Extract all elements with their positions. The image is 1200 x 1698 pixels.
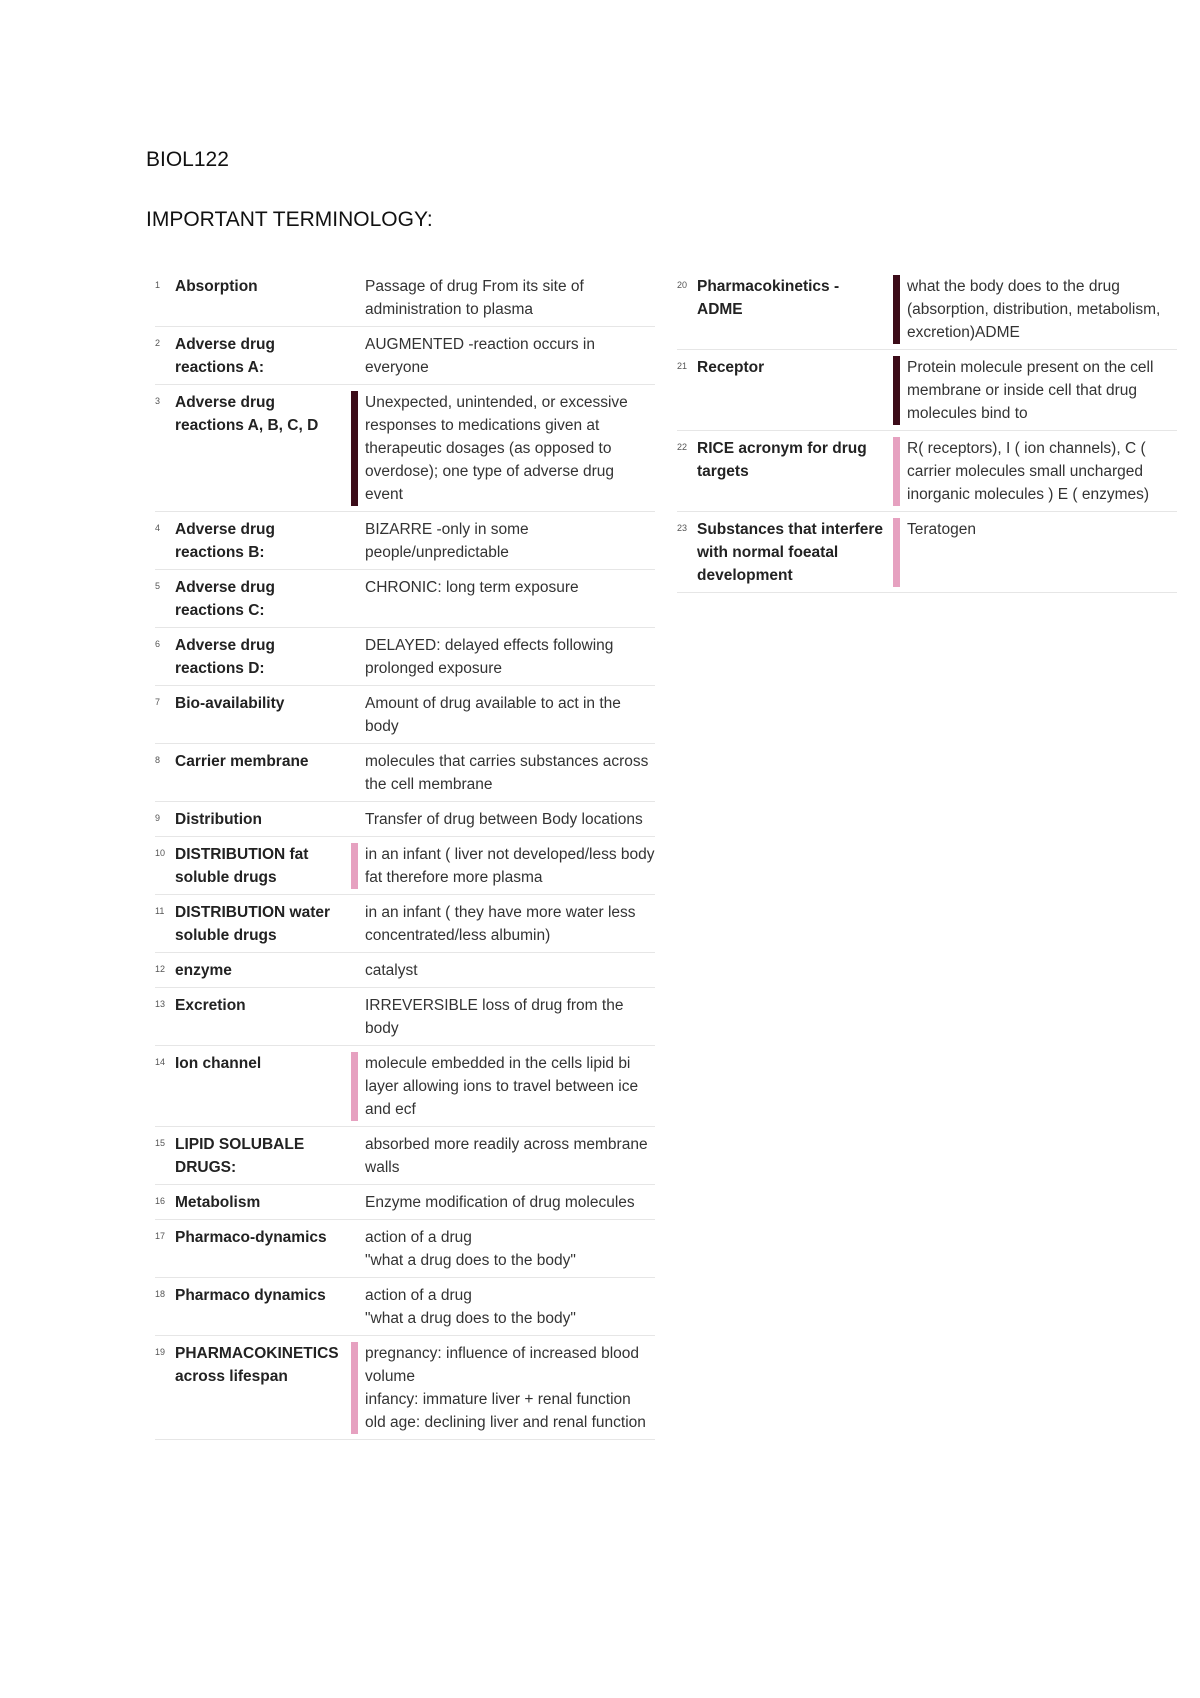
highlight-bar [351,959,358,982]
term-row [155,1185,655,1220]
page-heading: IMPORTANT TERMINOLOGY: [146,208,433,231]
term-name: Excretion [175,997,246,1014]
term-definition: Amount of drug available to act in the body [365,695,621,735]
term-definition: pregnancy: influence of increased blood volume infancy: immature liver + renal function old age: declining liver and renal function [365,1345,646,1431]
row-number: 10 [155,848,166,858]
term-name: Absorption [175,278,258,295]
row-number: 16 [155,1196,166,1206]
highlight-bar [351,576,358,622]
term-row [155,802,655,837]
term-row [155,570,655,628]
term-row [677,350,1177,431]
term-row [155,895,655,953]
highlight-bar [893,356,900,425]
highlight-bar [351,275,358,321]
row-number: 12 [155,964,166,974]
highlight-bar [351,333,358,379]
term-definition: catalyst [365,962,418,979]
highlight-bar [351,901,358,947]
term-definition: action of a drug "what a drug does to the body" [365,1229,576,1269]
course-code: BIOL122 [146,148,229,171]
term-name: DISTRIBUTION water soluble drugs [175,904,331,944]
term-row [155,1220,655,1278]
term-name: RICE acronym for drug targets [697,440,867,480]
term-row [155,686,655,744]
term-row [155,385,655,512]
term-definition: R( receptors), I ( ion channels), C ( carrier molecules small uncharged inorganic molecules ) E ( enzymes) [907,440,1150,503]
term-name: Adverse drug reactions A: [175,336,275,376]
term-definition: Unexpected, unintended, or excessive responses to medications given at therapeutic dosages (as opposed to overdose); one type of adverse drug event [365,394,628,503]
highlight-bar [893,437,900,506]
row-number: 7 [155,697,161,707]
row-number: 2 [155,338,161,348]
highlight-bar [351,391,358,506]
row-number: 8 [155,755,161,765]
row-number: 20 [677,280,688,290]
terminology-table-left [155,269,655,1440]
highlight-bar [351,750,358,796]
term-row [155,1336,655,1440]
term-name: Adverse drug reactions C: [175,579,275,619]
term-name: enzyme [175,962,232,979]
highlight-bar [351,1133,358,1179]
term-name: DISTRIBUTION fat soluble drugs [175,846,309,886]
term-row [155,512,655,570]
term-name: Substances that interfere with normal foeatal development [697,521,884,584]
term-definition: CHRONIC: long term exposure [365,579,579,596]
term-row [155,327,655,385]
term-definition: what the body does to the drug (absorption, distribution, metabolism, excretion)ADME [907,278,1161,341]
term-definition: molecule embedded in the cells lipid bi layer allowing ions to travel between ice and ecf [365,1055,639,1118]
term-row [155,628,655,686]
term-definition: BIZARRE -only in some people/unpredictable [365,521,529,561]
term-row [677,269,1177,350]
highlight-bar [351,518,358,564]
term-definition: in an infant ( liver not developed/less body fat therefore more plasma [365,846,655,886]
highlight-bar [351,1191,358,1214]
term-name: Adverse drug reactions A, B, C, D [175,394,319,434]
term-name: Adverse drug reactions B: [175,521,275,561]
term-name: Pharmaco-dynamics [175,1229,327,1246]
term-definition: IRREVERSIBLE loss of drug from the body [365,997,624,1037]
row-number: 22 [677,442,688,452]
term-name: LIPID SOLUBALE DRUGS: [175,1136,305,1176]
highlight-bar [351,634,358,680]
row-number: 15 [155,1138,166,1148]
row-number: 9 [155,813,161,823]
term-name: Receptor [697,359,765,376]
term-row [155,1127,655,1185]
highlight-bar [351,1226,358,1272]
row-number: 18 [155,1289,166,1299]
term-name: PHARMACOKINETICS across lifespan [175,1345,339,1385]
row-number: 19 [155,1347,166,1357]
highlight-bar [351,1342,358,1434]
row-number: 4 [155,523,161,533]
term-definition: Passage of drug From its site of administration to plasma [365,278,584,318]
term-definition: Teratogen [907,521,976,538]
term-name: Bio-availability [175,695,285,712]
row-number: 17 [155,1231,166,1241]
term-row [677,431,1177,512]
row-number: 23 [677,523,688,533]
row-number: 21 [677,361,688,371]
row-number: 3 [155,396,161,406]
term-name: Adverse drug reactions D: [175,637,275,677]
term-row [155,837,655,895]
row-number: 11 [155,906,165,916]
term-name: Carrier membrane [175,753,309,770]
row-number: 14 [155,1057,166,1067]
term-row [155,1278,655,1336]
term-name: Pharmaco dynamics [175,1287,326,1304]
highlight-bar [351,843,358,889]
term-name: Metabolism [175,1194,261,1211]
term-row [155,1046,655,1127]
highlight-bar [351,994,358,1040]
term-row [677,512,1177,593]
term-definition: in an infant ( they have more water less concentrated/less albumin) [365,904,636,944]
term-row [155,744,655,802]
term-definition: absorbed more readily across membrane walls [365,1136,648,1176]
term-row [155,988,655,1046]
term-name: Pharmacokinetics - ADME [697,278,840,318]
highlight-bar [351,808,358,831]
term-definition: Protein molecule present on the cell membrane or inside cell that drug molecules bind to [907,359,1154,422]
row-number: 1 [155,280,161,290]
row-number: 13 [155,999,166,1009]
row-number: 5 [155,581,161,591]
term-row [155,953,655,988]
term-definition: Enzyme modification of drug molecules [365,1194,635,1211]
term-name: Ion channel [175,1055,262,1072]
term-definition: Transfer of drug between Body locations [365,811,643,828]
term-row [155,269,655,327]
term-name: Distribution [175,811,262,828]
term-definition: molecules that carries substances across the cell membrane [365,753,649,793]
highlight-bar [351,692,358,738]
highlight-bar [893,518,900,587]
highlight-bar [351,1052,358,1121]
terminology-table-right [677,269,1177,593]
term-definition: action of a drug "what a drug does to the body" [365,1287,576,1327]
highlight-bar [893,275,900,344]
term-definition: AUGMENTED -reaction occurs in everyone [365,336,595,376]
term-definition: DELAYED: delayed effects following prolonged exposure [365,637,614,677]
row-number: 6 [155,639,161,649]
highlight-bar [351,1284,358,1330]
